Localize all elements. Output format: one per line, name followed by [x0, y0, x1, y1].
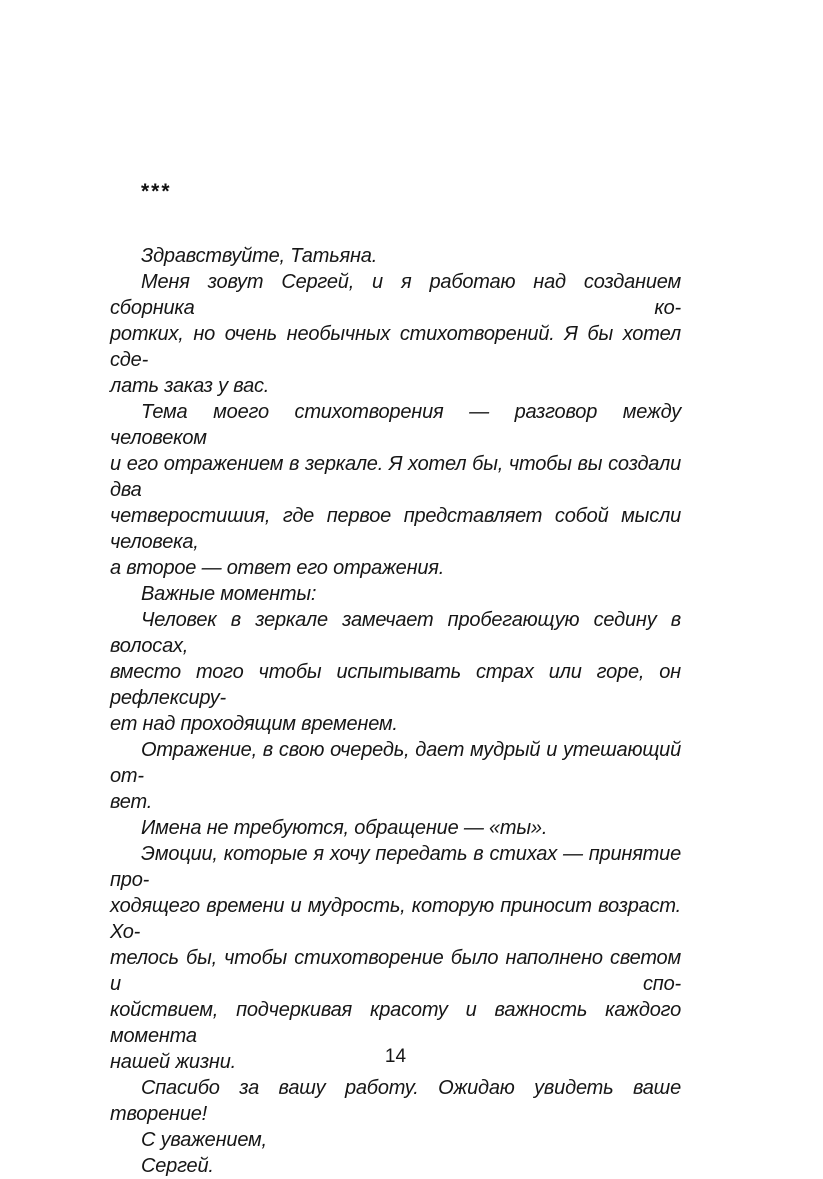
text-line: Спасибо за вашу работу. Ожидаю увидеть ваше творение! [110, 1077, 681, 1125]
text-line: ротких, но очень необычных стихотворений. Я бы хотел сде- [110, 323, 681, 371]
text-line: Эмоции, которые я хочу передать в стихах — принятие про- [110, 843, 681, 891]
text-line: нашей жизни. [110, 1051, 236, 1073]
text-line: Тема моего стихотворения — разговор между человеком [110, 401, 681, 449]
text-line: койствием, подчеркивая красоту и важность каждого момента [110, 999, 681, 1047]
letter-body [110, 243, 681, 1179]
text-line: Меня зовут Сергей, и я работаю над созданием сборника ко- [110, 271, 681, 319]
text-line: Сергей. [141, 1155, 214, 1177]
text-line: вет. [110, 791, 153, 813]
text-line: Здравствуйте, Татьяна. [141, 245, 378, 267]
text-line: Человек в зеркале замечает пробегающую седину в волосах, [110, 609, 681, 657]
text-line: Отражение, в свою очередь, дает мудрый и утешающий от- [110, 739, 681, 787]
text-line: лать заказ у вас. [110, 375, 270, 397]
text-line: С уважением, [141, 1129, 267, 1151]
text-line: ходящего времени и мудрость, которую приносит возраст. Хо- [110, 895, 681, 943]
text-line: Важные моменты: [141, 583, 317, 605]
page-number: 14 [384, 1046, 407, 1067]
text-line: а второе — ответ его отражения. [110, 557, 445, 579]
text-line: четверостишия, где первое представляет собой мысли человека, [110, 505, 681, 553]
text-line: и его отражением в зеркале. Я хотел бы, чтобы вы создали два [110, 453, 681, 501]
text-line: вместо того чтобы испытывать страх или горе, он рефлексиру- [110, 661, 681, 709]
section-separator: *** [141, 180, 172, 203]
text-line: Имена не требуются, обращение — «ты». [141, 817, 548, 839]
text-line: телось бы, чтобы стихотворение было наполнено светом и спо- [110, 947, 681, 995]
text-line: ет над проходящим временем. [110, 713, 398, 735]
